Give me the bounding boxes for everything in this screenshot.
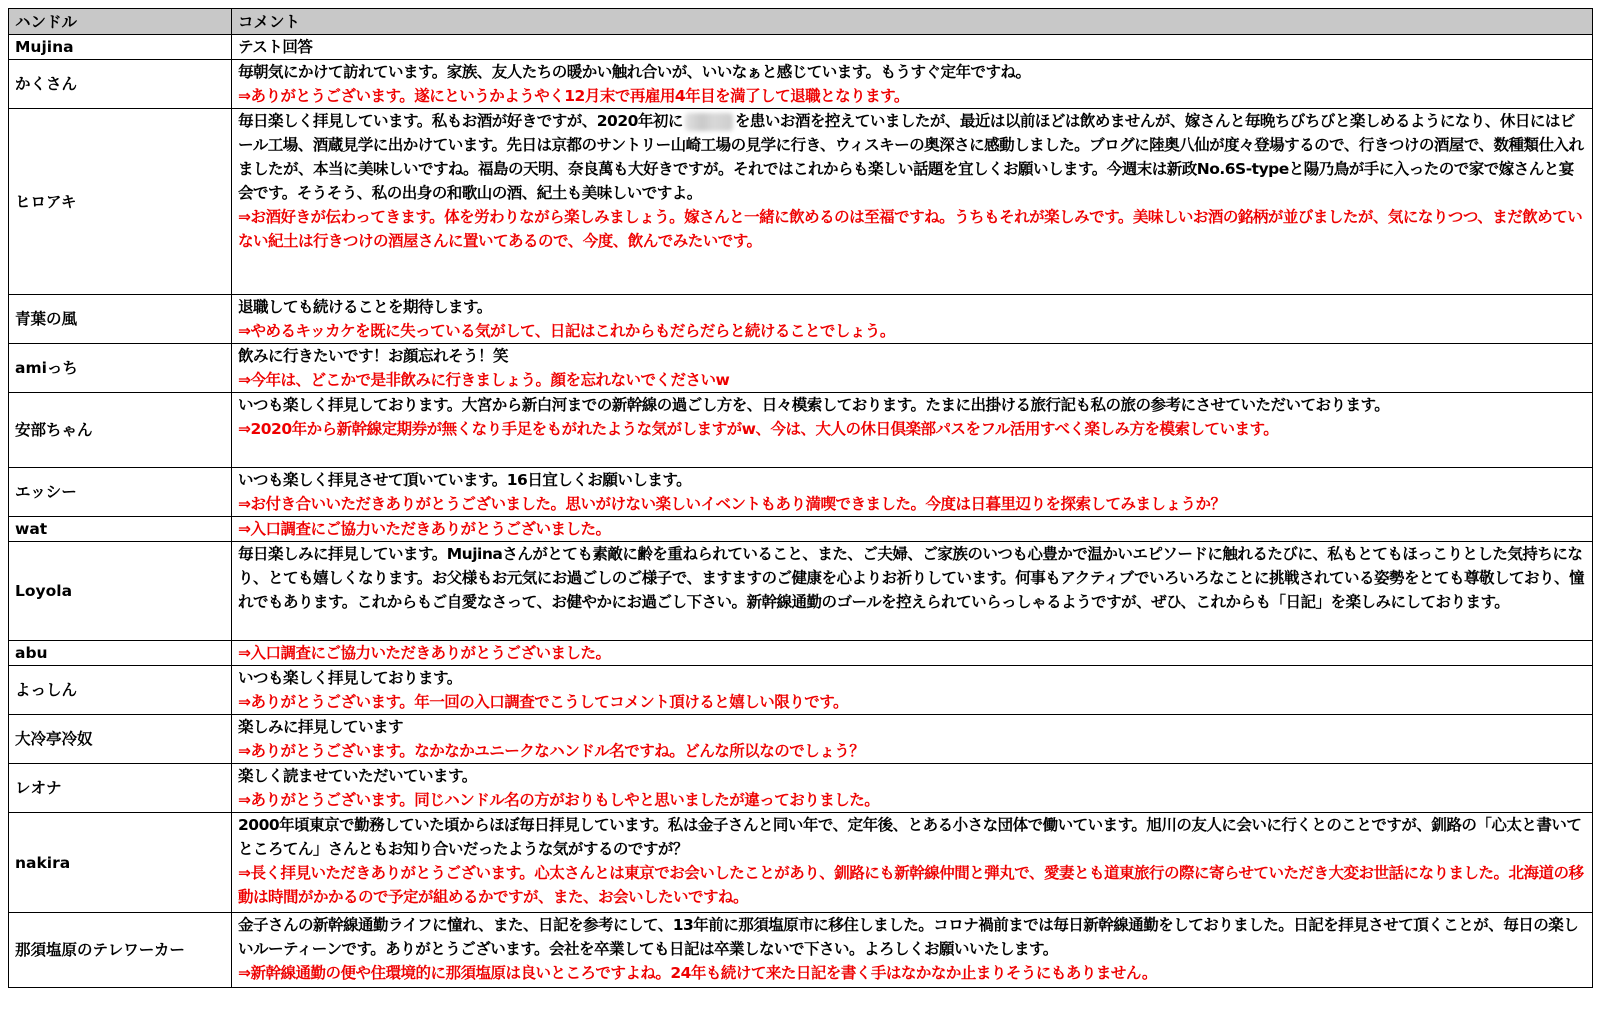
handle-cell: Loyola <box>9 542 232 641</box>
reply-text: ⇒ありがとうございます。同じハンドル名の方がおりもしやと思いましたが違っておりました。 <box>238 791 880 809</box>
header-handle: ハンドル <box>9 9 232 35</box>
comments-table <box>8 8 1593 988</box>
comment-cell <box>232 468 1593 517</box>
table-row <box>9 666 1593 715</box>
comment-text: 楽しく読ませていただいています。 <box>238 767 477 785</box>
table-row <box>9 813 1593 913</box>
comment-text-part: を患いお酒を控えていましたが、最近は以前ほどは飲めませんが、嫁さんと毎晩ちびちびと楽しめるようになり、休日にはビール工場、酒蔵見学に出かけています。先日は京都のサントリー山崎工場の見学に行き、ウィスキーの奥深さに感動しました。ブログに陸奥八仙が度々登場するので、行きつけの酒屋で、数種類仕入れましたが、本当に美味しいですね。福島の天明、奈良萬も大好きですが。それではこれからも楽しい話題を宜しくお願いします。今週末は新政No.6S-typeと陽乃鳥が手に入ったので家で嫁さんと宴会です。そうそう、私の出身の和歌山の酒、紀土も美味しいですよ。 <box>238 112 1584 202</box>
table-row <box>9 393 1593 468</box>
header-comment: コメント <box>232 9 1593 35</box>
table-row <box>9 641 1593 666</box>
reply-text: ⇒ありがとうございます。年一回の入口調査でこうしてコメント頂けると嬉しい限りです。 <box>238 693 849 711</box>
comment-cell <box>232 641 1593 666</box>
table-row <box>9 468 1593 517</box>
handle-cell: 大冷亭冷奴 <box>9 715 232 764</box>
comment-cell <box>232 60 1593 109</box>
table-row <box>9 35 1593 60</box>
comment-cell <box>232 35 1593 60</box>
handle-cell: amiっち <box>9 344 232 393</box>
table-row <box>9 109 1593 295</box>
comment-cell <box>232 542 1593 641</box>
reply-text: ⇒やめるキッカケを既に失っている気がして、日記はこれからもだらだらと続けることでしょう。 <box>238 322 895 340</box>
handle-cell: レオナ <box>9 764 232 813</box>
comment-cell <box>232 393 1593 468</box>
header-row <box>9 9 1593 35</box>
comment-text: 2000年頃東京で勤務していた頃からほぼ毎日拝見しています。私は金子さんと同い年で、定年後、とある小さな団体で働いています。旭川の友人に会いに行くとのことですが、釧路の「心太と書いてところてん」さんともお知り合いだったような気がするのですが？ <box>238 816 1582 858</box>
comment-text: いつも楽しく拝見しております。大宮から新白河までの新幹線の過ごし方を、日々模索しております。たまに出掛ける旅行記も私の旅の参考にさせていただいております。 <box>238 396 1390 414</box>
table-row <box>9 344 1593 393</box>
comment-cell <box>232 344 1593 393</box>
reply-text: ⇒お付き合いいただきありがとうございました。思いがけない楽しいイベントもあり満喫できました。今度は日暮里辺りを探索してみましょうか？ <box>238 495 1226 513</box>
table-row <box>9 517 1593 542</box>
comment-cell <box>232 517 1593 542</box>
comment-text: いつも楽しく拝見させて頂いています。16日宜しくお願いします。 <box>238 471 692 489</box>
table-row <box>9 542 1593 641</box>
handle-cell: 青葉の風 <box>9 295 232 344</box>
handle-cell: ヒロアキ <box>9 109 232 295</box>
handle-cell: nakira <box>9 813 232 913</box>
handle-cell: よっしん <box>9 666 232 715</box>
handle-cell: wat <box>9 517 232 542</box>
handle-cell: エッシー <box>9 468 232 517</box>
handle-cell: かくさん <box>9 60 232 109</box>
comment-text: いつも楽しく拝見しております。 <box>238 669 462 687</box>
comment-text: テスト回答 <box>238 38 313 56</box>
comment-cell <box>232 715 1593 764</box>
comment-text-part: 毎日楽しく拝見しています。私もお酒が好きですが、2020年初に <box>238 112 683 130</box>
handle-cell: 那須塩原のテレワーカー <box>9 913 232 988</box>
comment-cell <box>232 913 1593 988</box>
comment-text: 退職しても続けることを期待します。 <box>238 298 492 316</box>
reply-text: ⇒入口調査にご協力いただきありがとうございました。 <box>238 644 611 662</box>
comment-cell <box>232 666 1593 715</box>
comment-text: 飲みに行きたいです！お顔忘れそう！笑 <box>238 347 509 365</box>
comment-text <box>238 109 1586 205</box>
redacted-blur <box>685 113 733 131</box>
handle-cell: Mujina <box>9 35 232 60</box>
reply-text: ⇒新幹線通勤の便や住環境的に那須塩原は良いところですよね。24年も続けて来た日記を書く手はなかなか止まりそうにもありません。 <box>238 964 1157 982</box>
comment-text: 毎朝気にかけて訪れています。家族、友人たちの暖かい触れ合いが、いいなぁと感じています。もうすぐ定年ですね。 <box>238 63 1031 81</box>
comment-text: 金子さんの新幹線通勤ライフに憧れ、また、日記を参考にして、13年前に那須塩原市に移住しました。コロナ禍前までは毎日新幹線通勤をしておりました。日記を拝見させて頂くことが、毎日の楽しいルーティーンです。ありがとうございます。会社を卒業しても日記は卒業しないで下さい。よろしくお願いいたします。 <box>238 916 1579 958</box>
comment-cell <box>232 295 1593 344</box>
handle-cell: abu <box>9 641 232 666</box>
comment-cell <box>232 109 1593 295</box>
handle-cell: 安部ちゃん <box>9 393 232 468</box>
table-row <box>9 295 1593 344</box>
reply-text: ⇒お酒好きが伝わってきます。体を労わりながら楽しみましょう。嫁さんと一緒に飲めるのは至福ですね。うちもそれが楽しみです。美味しいお酒の銘柄が並びましたが、気になりつつ、まだ飲めていない紀土は行きつけの酒屋さんに置いてあるので、今度、飲んでみたいです。 <box>238 208 1583 250</box>
reply-text: ⇒入口調査にご協力いただきありがとうございました。 <box>238 520 611 538</box>
comment-cell <box>232 813 1593 913</box>
table-row <box>9 913 1593 988</box>
reply-text: ⇒今年は、どこかで是非飲みに行きましょう。顔を忘れないでくださいw <box>238 371 730 389</box>
table-row <box>9 60 1593 109</box>
comment-cell <box>232 764 1593 813</box>
reply-text: ⇒2020年から新幹線定期券が無くなり手足をもがれたような気がしますがw、今は、大人の休日倶楽部パスをフル活用すべく楽しみ方を模索しています。 <box>238 420 1279 438</box>
comment-text: 毎日楽しみに拝見しています。Mujinaさんがとても素敵に齢を重ねられていること、また、ご夫婦、ご家族のいつも心豊かで温かいエピソードに触れるたびに、私もとてもほっこりとした気持ちになり、とても嬉しくなります。お父様もお元気にお過ごしのご様子で、ますますのご健康を心よりお祈りしています。何事もアクティブでいろいろなことに挑戦されている姿勢をとても尊敬しており、憧れでもあります。これからもご自愛なさって、お健やかにお過ごし下さい。新幹線通勤のゴールを控えられていらっしゃるようですが、ぜひ、これからも「日記」を楽しみにしております。 <box>238 545 1584 611</box>
comment-text: 楽しみに拝見しています <box>238 718 404 736</box>
table-row <box>9 764 1593 813</box>
reply-text: ⇒ありがとうございます。遂にというかようやく12月末で再雇用4年目を満了して退職となります。 <box>238 87 909 105</box>
table-row <box>9 715 1593 764</box>
reply-text: ⇒長く拝見いただきありがとうございます。心太さんとは東京でお会いしたことがあり、釧路にも新幹線仲間と弾丸で、愛妻とも道東旅行の際に寄らせていただき大変お世話になりました。北海道の移動は時間がかかるので予定が組めるかですが、また、お会いしたいですね。 <box>238 864 1584 906</box>
reply-text: ⇒ありがとうございます。なかなかユニークなハンドル名ですね。どんな所以なのでしょう？ <box>238 742 865 760</box>
